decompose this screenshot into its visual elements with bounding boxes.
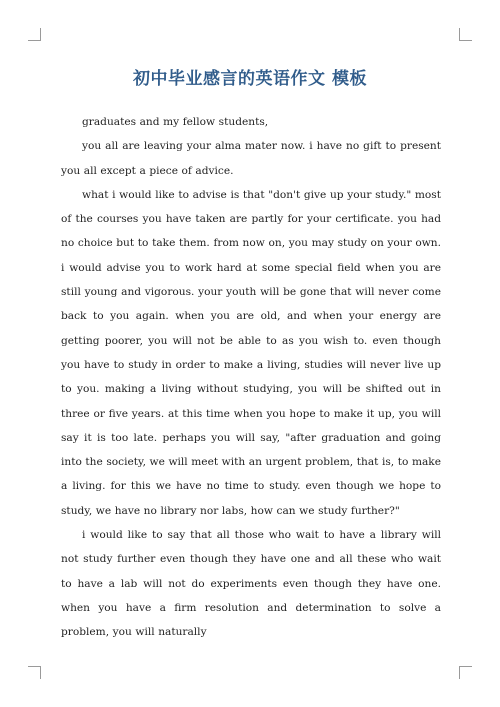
crop-mark-top-right [459,28,472,41]
paragraph-salutation: graduates and my fellow students, [82,116,269,128]
document-title: 初中毕业感言的英语作文 模板 [133,69,367,89]
crop-mark-bottom-left [28,666,41,679]
paragraph-2: what i would like to advise is that "don't give up your study." most of the courses you have taken are partly for your certificate. you had no choice but to take them. from now on, you may study on your own. i would advise you to work hard at some special field when you are still young and vigorous. your youth will be gone that will never come back to you again. when you are old, and when your energy are getting poorer, you will not be able to as you wish to. even though you have to study in order to make a living, studies will never live up to you. making a living without studying, you will be shifted out in three or five years. at this time when you hope to make it up, you will say it is too late. perhaps you will say, "after graduation and going into the society, we will meet with an urgent problem, that is, to make a living. for this we have no time to study. even though we hope to study, we have no library nor labs, how can we study further?" [61,188,441,517]
document-body [61,110,441,645]
crop-mark-top-left [28,28,41,41]
crop-mark-bottom-right [459,666,472,679]
paragraph-3: i would like to say that all those who wait to have a library will not study further even though they have one and all these who wait to have a lab will not do experiments even though they have one. when you have a firm resolution and determination to solve a problem, you will naturally [61,529,441,639]
paragraph-1: you all are leaving your alma mater now. i have no gift to present you all except a piece of advice. [61,140,441,177]
